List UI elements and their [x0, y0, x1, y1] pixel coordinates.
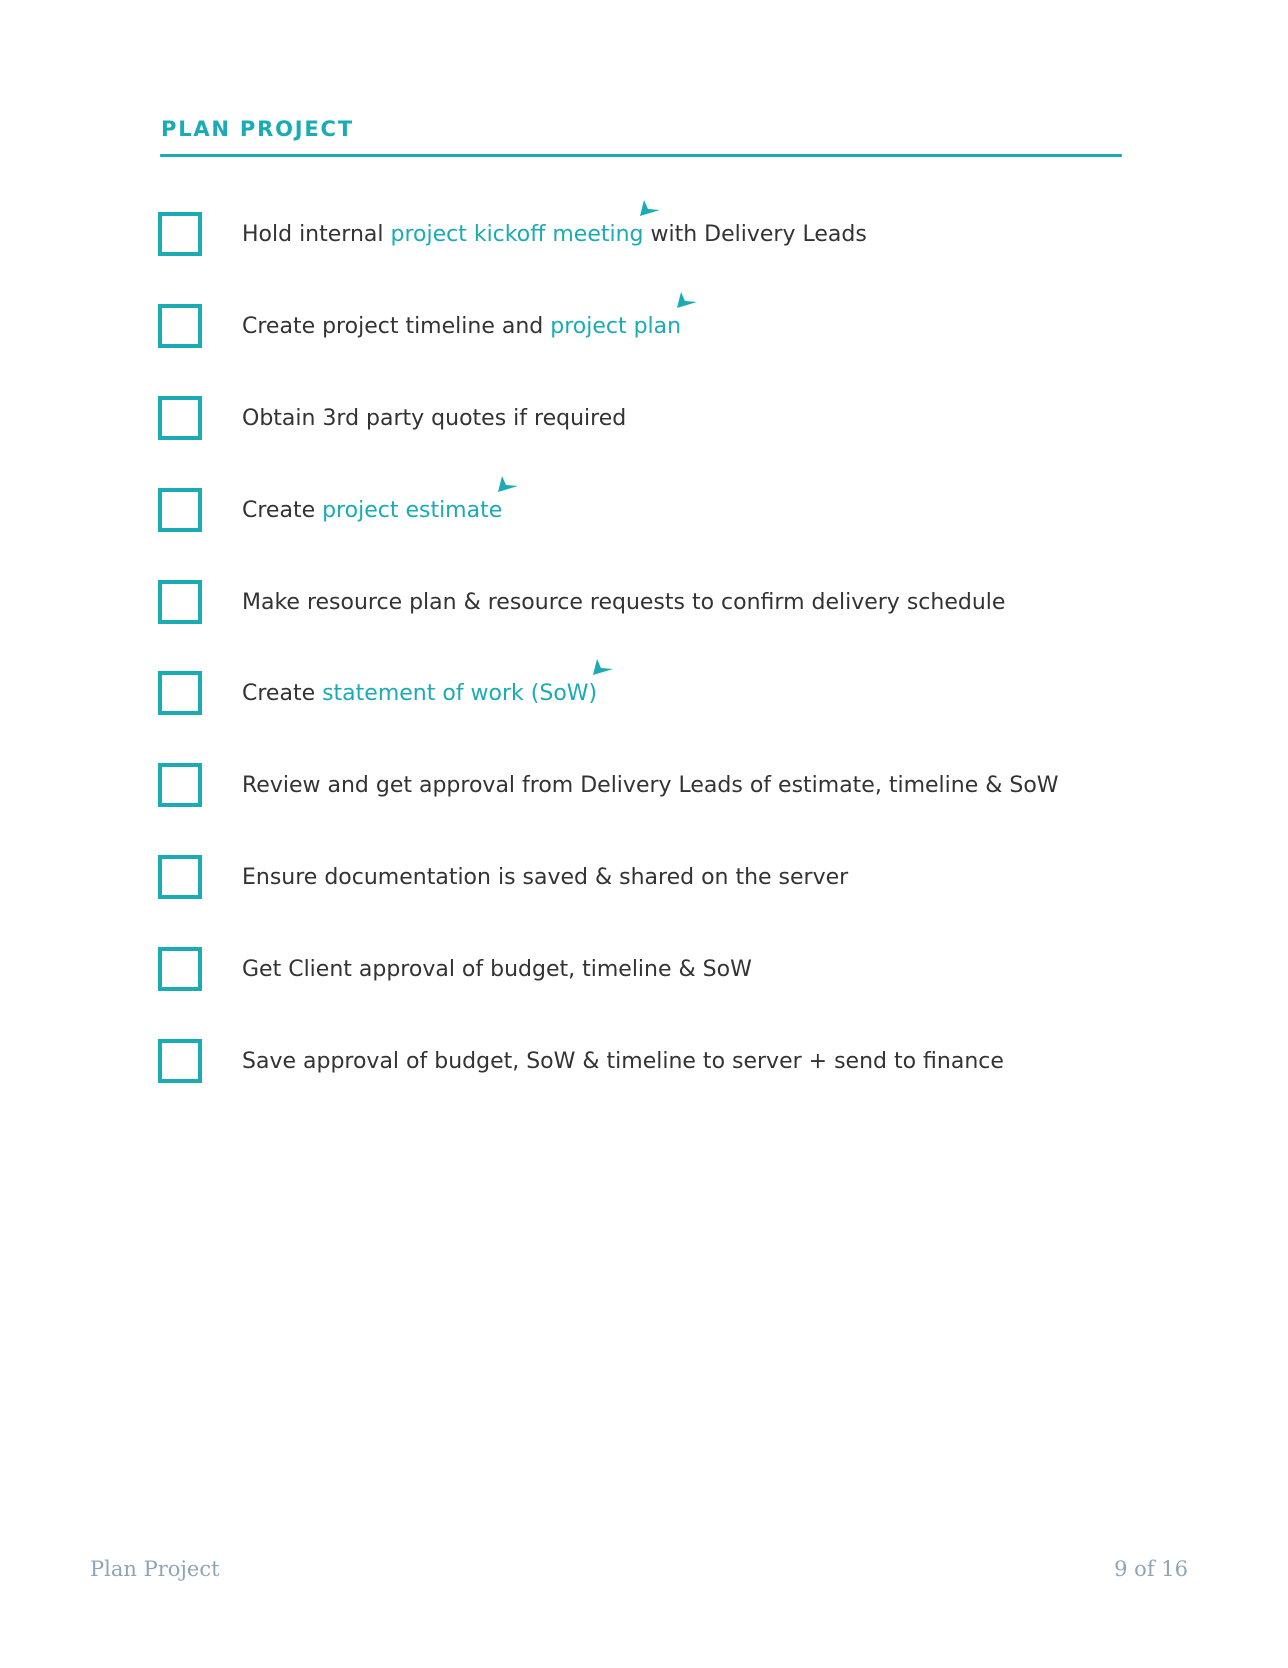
checklist-item[interactable] — [158, 763, 1158, 811]
checklist-item[interactable] — [158, 488, 1158, 536]
checkbox-icon[interactable] — [158, 763, 202, 807]
checklist-item[interactable] — [158, 1039, 1158, 1087]
checklist-item-text: Obtain 3rd party quotes if required — [242, 406, 627, 431]
checkbox-icon[interactable] — [158, 947, 202, 991]
checkbox-icon[interactable] — [158, 580, 202, 624]
checklist-item-text — [242, 312, 681, 342]
checklist-item[interactable] — [158, 947, 1158, 995]
checklist-item-text — [242, 220, 867, 250]
checklist-item[interactable] — [158, 580, 1158, 628]
checklist-item[interactable] — [158, 671, 1158, 719]
checklist-item-text — [242, 679, 597, 709]
footer-page-number: 9 of 16 — [1114, 1557, 1188, 1581]
project-plan-link[interactable]: project plan — [550, 314, 682, 339]
item-text-pre: Create — [242, 498, 323, 523]
checkbox-icon[interactable] — [158, 212, 202, 256]
checklist-item-text: Get Client approval of budget, timeline & SoW — [242, 957, 752, 982]
checklist-item-text: Make resource plan & resource requests to confirm delivery schedule — [242, 590, 1006, 615]
footer-section-name: Plan Project — [90, 1557, 220, 1581]
checklist-item-text: Review and get approval from Delivery Leads of estimate, timeline & SoW — [242, 773, 1059, 798]
checklist-item[interactable] — [158, 396, 1158, 444]
item-text-pre: Create — [242, 681, 323, 706]
statement-of-work-link[interactable]: statement of work (SoW) — [322, 681, 598, 706]
checklist-item[interactable] — [158, 212, 1158, 260]
checkbox-icon[interactable] — [158, 855, 202, 899]
checkbox-icon[interactable] — [158, 304, 202, 348]
item-text-pre: Create project timeline and — [242, 314, 551, 339]
item-text-pre: Hold internal — [242, 222, 391, 247]
project-kickoff-meeting-link[interactable]: project kickoff meeting — [390, 222, 644, 247]
project-estimate-link[interactable]: project estimate — [322, 498, 503, 523]
section-title: PLAN PROJECT — [161, 117, 354, 141]
checkbox-icon[interactable] — [158, 488, 202, 532]
checklist-item[interactable] — [158, 304, 1158, 352]
title-divider — [160, 154, 1122, 157]
item-text-post: with Delivery Leads — [643, 222, 867, 247]
checkbox-icon[interactable] — [158, 396, 202, 440]
checklist-item-text — [242, 496, 502, 526]
checkbox-icon[interactable] — [158, 1039, 202, 1083]
checklist-item-text: Ensure documentation is saved & shared on the server — [242, 865, 849, 890]
checklist-item-text: Save approval of budget, SoW & timeline to server + send to finance — [242, 1049, 1004, 1074]
checkbox-icon[interactable] — [158, 671, 202, 715]
checklist-item[interactable] — [158, 855, 1158, 903]
